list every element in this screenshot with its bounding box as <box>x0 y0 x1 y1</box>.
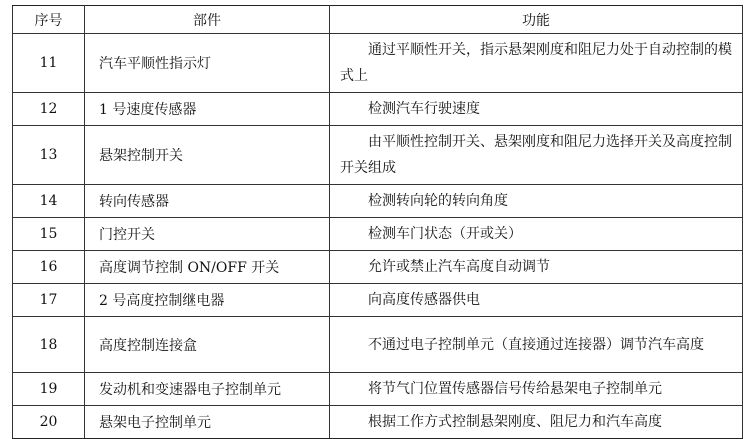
row-number: 11 <box>13 34 85 93</box>
table-row <box>13 406 743 439</box>
row-number: 17 <box>13 284 85 317</box>
row-function: 由平顺性控制开关、悬架刚度和阻尼力选择开关及高度控制开关组成 <box>330 126 743 185</box>
table-row <box>13 218 743 251</box>
table-row <box>13 317 743 373</box>
row-function: 检测转向轮的转向角度 <box>330 185 743 218</box>
row-component: 门控开关 <box>85 218 330 251</box>
row-number: 13 <box>13 126 85 185</box>
row-number: 12 <box>13 93 85 126</box>
row-function: 检测汽车行驶速度 <box>330 93 743 126</box>
row-component: 转向传感器 <box>85 185 330 218</box>
component-table-container <box>12 5 742 439</box>
row-function: 检测车门状态（开或关） <box>330 218 743 251</box>
row-number: 14 <box>13 185 85 218</box>
table-row <box>13 126 743 185</box>
row-number: 16 <box>13 251 85 284</box>
row-function: 允许或禁止汽车高度自动调节 <box>330 251 743 284</box>
row-number: 19 <box>13 373 85 406</box>
row-component: 高度调节控制 ON/OFF 开关 <box>85 251 330 284</box>
table-row <box>13 93 743 126</box>
table-row <box>13 34 743 93</box>
row-function: 根据工作方式控制悬架刚度、阻尼力和汽车高度 <box>330 406 743 439</box>
header-serial-number: 序号 <box>13 6 85 34</box>
table-row <box>13 251 743 284</box>
table-row <box>13 373 743 406</box>
row-component: 2 号高度控制继电器 <box>85 284 330 317</box>
row-function: 通过平顺性开关，指示悬架刚度和阻尼力处于自动控制的模式上 <box>330 34 743 93</box>
row-number: 20 <box>13 406 85 439</box>
row-component: 发动机和变速器电子控制单元 <box>85 373 330 406</box>
row-component: 汽车平顺性指示灯 <box>85 34 330 93</box>
row-number: 18 <box>13 317 85 373</box>
table-header-row <box>13 6 743 34</box>
row-function: 不通过电子控制单元（直接通过连接器）调节汽车高度 <box>330 317 743 373</box>
row-component: 悬架电子控制单元 <box>85 406 330 439</box>
component-function-table <box>12 5 743 439</box>
row-component: 悬架控制开关 <box>85 126 330 185</box>
header-function: 功能 <box>330 6 743 34</box>
row-component: 1 号速度传感器 <box>85 93 330 126</box>
row-function: 向高度传感器供电 <box>330 284 743 317</box>
header-component: 部件 <box>85 6 330 34</box>
table-row <box>13 284 743 317</box>
row-number: 15 <box>13 218 85 251</box>
row-function: 将节气门位置传感器信号传给悬架电子控制单元 <box>330 373 743 406</box>
table-row <box>13 185 743 218</box>
row-component: 高度控制连接盒 <box>85 317 330 373</box>
